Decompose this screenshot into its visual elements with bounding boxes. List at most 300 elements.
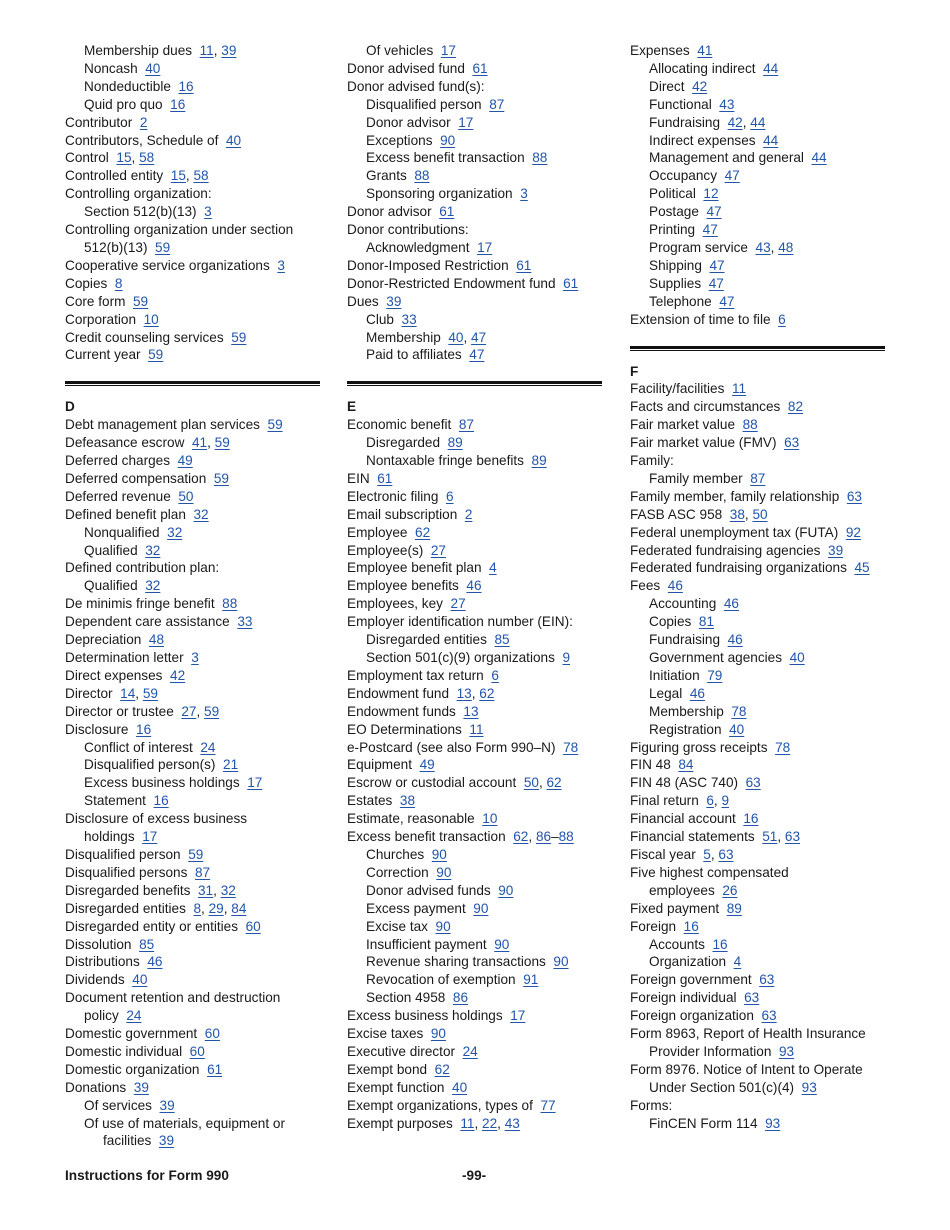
section-letter: E: [347, 399, 357, 415]
page-link[interactable]: 85: [494, 632, 510, 648]
page-link[interactable]: 78: [731, 703, 747, 719]
page-link[interactable]: 90: [494, 936, 510, 952]
page-link[interactable]: 59: [204, 703, 220, 719]
page-link[interactable]: 13: [463, 703, 479, 719]
page-link[interactable]: 63: [759, 972, 775, 988]
page-link[interactable]: 17: [510, 1008, 526, 1024]
page-link[interactable]: 26: [722, 882, 738, 898]
page-link[interactable]: 10: [143, 311, 159, 327]
index-entry: [65, 1097, 327, 1115]
page-link[interactable]: 61: [472, 60, 488, 76]
page-link[interactable]: 9: [562, 650, 571, 665]
page-link[interactable]: 4: [733, 954, 742, 970]
index-entry: [347, 667, 609, 685]
page-link[interactable]: 48: [778, 239, 794, 255]
page-link[interactable]: 59: [148, 347, 164, 363]
page-link[interactable]: 43: [755, 239, 771, 255]
page-link[interactable]: 44: [763, 132, 779, 148]
index-entry: [65, 221, 327, 239]
index-term: Facility/facilities: [630, 381, 725, 397]
page-link[interactable]: 17: [477, 239, 493, 255]
index-entry: [65, 1043, 327, 1061]
page-link[interactable]: 93: [778, 1043, 795, 1059]
page-link[interactable]: 58: [139, 150, 155, 166]
page-link[interactable]: 40: [132, 972, 148, 988]
page-link[interactable]: 89: [531, 453, 547, 469]
index-entry: [630, 488, 892, 506]
page-link[interactable]: 44: [811, 150, 827, 166]
page-link[interactable]: 82: [787, 399, 804, 415]
page-link[interactable]: 43: [719, 96, 735, 112]
section-divider: [65, 381, 320, 386]
page-link[interactable]: 61: [377, 470, 393, 486]
page-link[interactable]: 86: [535, 829, 552, 845]
page-link[interactable]: 29: [208, 900, 224, 916]
page-link[interactable]: 17: [440, 43, 456, 58]
index-entry: [347, 132, 609, 150]
page-link[interactable]: 44: [763, 60, 779, 76]
index-term: Membership: [649, 703, 724, 719]
index-term: Economic benefit: [347, 417, 452, 433]
index-term: 512(b)(13): [84, 239, 148, 255]
index-term: Fundraising: [649, 632, 721, 648]
page-link[interactable]: 87: [750, 470, 766, 486]
page-link[interactable]: 6: [445, 488, 454, 504]
page-link[interactable]: 14: [120, 685, 136, 701]
index-entry: [630, 685, 892, 703]
index-term: Director or trustee: [65, 703, 174, 719]
page-link[interactable]: 61: [516, 257, 532, 273]
index-entry: [347, 470, 609, 488]
page-link[interactable]: 87: [458, 417, 474, 433]
page-link[interactable]: 88: [742, 417, 758, 433]
index-entry: [347, 275, 609, 293]
page-link[interactable]: 40: [225, 132, 242, 148]
page-link[interactable]: 39: [386, 293, 402, 309]
page-link[interactable]: 17: [247, 775, 263, 791]
page-link[interactable]: 88: [532, 150, 548, 166]
page-link[interactable]: 47: [706, 204, 722, 220]
page-link[interactable]: 41: [191, 435, 208, 451]
page-link[interactable]: 63: [718, 846, 734, 862]
page-link[interactable]: 43: [504, 1115, 520, 1131]
page-link[interactable]: 3: [520, 186, 528, 202]
page-link[interactable]: 41: [697, 43, 713, 58]
index-term: Statement: [84, 793, 146, 809]
page-link[interactable]: 9: [721, 793, 730, 809]
index-term: Exempt purposes: [347, 1115, 453, 1131]
index-entry: [65, 311, 327, 329]
page-link[interactable]: 17: [458, 114, 474, 130]
page-link[interactable]: 60: [245, 918, 261, 934]
page-link[interactable]: 24: [200, 739, 216, 755]
page-separator: ,: [710, 846, 719, 862]
page-link[interactable]: 33: [401, 311, 417, 327]
page-link[interactable]: 60: [204, 1026, 220, 1042]
page-link[interactable]: 59: [142, 685, 158, 701]
page-link[interactable]: 47: [471, 329, 487, 345]
index-entry: [630, 577, 892, 595]
index-term: Of use of materials, equipment or: [84, 1115, 285, 1131]
page-link[interactable]: 87: [194, 864, 211, 880]
page-link[interactable]: 90: [553, 954, 569, 970]
page-link[interactable]: 46: [689, 685, 705, 701]
page-link[interactable]: 5: [703, 846, 711, 862]
page-link[interactable]: 32: [220, 882, 236, 898]
page-link[interactable]: 85: [139, 936, 155, 952]
page-link[interactable]: 12: [703, 186, 719, 202]
page-link[interactable]: 88: [414, 168, 430, 184]
index-entry: [630, 559, 892, 577]
page-link[interactable]: 62: [479, 685, 495, 701]
page-link[interactable]: 59: [133, 293, 149, 309]
page-link[interactable]: 16: [683, 918, 699, 934]
page-link[interactable]: 8: [114, 275, 123, 291]
page-link[interactable]: 24: [126, 1008, 142, 1024]
page-link[interactable]: 39: [828, 542, 844, 558]
page-link[interactable]: 16: [712, 936, 728, 952]
page-link[interactable]: 22: [482, 1115, 498, 1131]
page-link[interactable]: 46: [466, 578, 482, 594]
index-term: Family:: [630, 453, 674, 469]
index-term: Noncash: [84, 60, 138, 76]
page-link[interactable]: 90: [498, 882, 514, 898]
page-link[interactable]: 11: [469, 721, 484, 737]
page-link[interactable]: 40: [452, 1079, 468, 1095]
index-entry: [630, 1097, 892, 1115]
index-entry: [630, 739, 892, 757]
index-term: Facts and circumstances: [630, 399, 781, 415]
page-link[interactable]: 47: [719, 293, 735, 309]
page-link[interactable]: 49: [419, 757, 435, 773]
index-term: Fixed payment: [630, 900, 720, 916]
index-term: Foreign individual: [630, 990, 737, 1006]
index-term: Endowment funds: [347, 703, 456, 719]
page-link[interactable]: 27: [450, 596, 466, 612]
index-entry: [65, 756, 327, 774]
page-link[interactable]: 84: [678, 757, 694, 773]
page-link[interactable]: 62: [513, 829, 529, 845]
page-link[interactable]: 4: [489, 560, 497, 576]
page-link[interactable]: 6: [491, 667, 499, 683]
index-entry: [65, 882, 327, 900]
page-link[interactable]: 48: [148, 632, 165, 648]
page-link[interactable]: 15: [116, 150, 132, 166]
page-link[interactable]: 93: [801, 1079, 817, 1095]
index-entry: [630, 953, 892, 971]
index-term: FinCEN Form 114: [649, 1115, 758, 1131]
page-link[interactable]: 8: [193, 900, 202, 916]
index-term: Disqualified person: [65, 846, 181, 862]
page-link[interactable]: 47: [709, 257, 725, 273]
page-link[interactable]: 58: [193, 168, 209, 184]
index-term: Fair market value (FMV): [630, 435, 777, 451]
page-link[interactable]: 3: [277, 257, 285, 273]
index-entry: [65, 971, 327, 989]
index-entry: [65, 506, 327, 524]
page-link[interactable]: 63: [846, 488, 862, 504]
page-link[interactable]: 27: [430, 542, 446, 558]
page-separator: ,: [185, 168, 194, 184]
index-term: Grants: [366, 168, 407, 184]
page-link[interactable]: 33: [237, 614, 253, 630]
index-entry: [65, 703, 327, 721]
page-link[interactable]: 46: [723, 596, 739, 612]
page-link[interactable]: 16: [178, 78, 194, 94]
page-link[interactable]: 2: [464, 506, 473, 522]
index-term: holdings: [84, 829, 135, 845]
page-link[interactable]: 90: [430, 1026, 446, 1042]
page-separator: ,: [770, 239, 779, 255]
index-term: Dependent care assistance: [65, 614, 230, 630]
page-link[interactable]: 11: [731, 381, 747, 397]
page-separator: ,: [196, 703, 205, 719]
index-entry: [630, 257, 892, 275]
page-link[interactable]: 42: [727, 114, 743, 130]
page-link[interactable]: 46: [667, 578, 683, 594]
index-entry: [630, 828, 892, 846]
page-link[interactable]: 39: [159, 1097, 175, 1113]
page-link[interactable]: 11: [460, 1115, 475, 1131]
index-entry: [65, 846, 327, 864]
page-link[interactable]: 77: [540, 1097, 556, 1113]
index-term: Donor advisor: [366, 114, 451, 130]
index-entry: [347, 649, 609, 667]
page-link[interactable]: 40: [145, 60, 161, 76]
page-link[interactable]: 16: [153, 793, 169, 809]
page-link[interactable]: 3: [191, 650, 199, 665]
index-term: Employee benefit plan: [347, 560, 482, 576]
index-term: Exceptions: [366, 132, 433, 148]
index-term: Qualified: [84, 542, 138, 558]
page-link[interactable]: 90: [473, 900, 489, 916]
page-link[interactable]: 90: [435, 918, 451, 934]
page-link[interactable]: 32: [193, 506, 209, 522]
page-link[interactable]: 47: [724, 168, 740, 184]
index-term: Form 8976. Notice of Intent to Operate: [630, 1061, 863, 1077]
index-entry: [630, 293, 892, 311]
page-link[interactable]: 46: [147, 954, 163, 970]
page-link[interactable]: 38: [399, 793, 416, 809]
index-entry: [65, 1132, 327, 1150]
page-link[interactable]: 42: [170, 667, 186, 683]
index-entry: [65, 1025, 327, 1043]
page-link[interactable]: 47: [702, 222, 718, 238]
index-term: Paid to affiliates: [366, 347, 462, 363]
page-link[interactable]: 15: [170, 168, 186, 184]
index-entry: [65, 185, 327, 203]
page-link[interactable]: 3: [204, 204, 212, 220]
page-link[interactable]: 32: [145, 578, 161, 594]
index-entry: [630, 900, 892, 918]
page-link[interactable]: 50: [752, 506, 768, 522]
page-link[interactable]: 90: [431, 846, 447, 862]
index-entry: [65, 452, 327, 470]
page-link[interactable]: 31: [198, 882, 214, 898]
index-entry: [347, 703, 609, 721]
page-link[interactable]: 59: [213, 470, 229, 486]
page-link[interactable]: 61: [207, 1061, 223, 1077]
page-link[interactable]: 63: [744, 990, 760, 1006]
page-link[interactable]: 11: [199, 43, 214, 58]
page-link[interactable]: 13: [456, 685, 472, 701]
page-link[interactable]: 40: [789, 650, 805, 665]
index-term: Dissolution: [65, 936, 132, 952]
index-entry: [347, 434, 609, 452]
index-term: Qualified: [84, 578, 138, 594]
index-term: Cooperative service organizations: [65, 257, 270, 273]
index-term: Deferred compensation: [65, 470, 207, 486]
page-link[interactable]: 59: [214, 435, 230, 451]
page-link[interactable]: 24: [462, 1043, 478, 1059]
page-link[interactable]: 39: [158, 1133, 175, 1149]
page-link[interactable]: 59: [155, 239, 171, 255]
page-link[interactable]: 16: [170, 96, 186, 112]
page-link[interactable]: 61: [563, 275, 579, 291]
page-link[interactable]: 32: [145, 542, 161, 558]
page-link[interactable]: 91: [523, 972, 539, 988]
index-term: Government agencies: [649, 650, 782, 665]
page-link[interactable]: 39: [133, 1079, 149, 1095]
index-entry: [65, 96, 327, 114]
page-link[interactable]: 93: [765, 1115, 781, 1131]
page-link[interactable]: 32: [167, 524, 183, 540]
page-link[interactable]: 50: [178, 488, 194, 504]
index-entry: [347, 96, 609, 114]
index-term: Shipping: [649, 257, 702, 273]
footer-title: Instructions for Form 990: [65, 1168, 229, 1183]
page-link[interactable]: 47: [708, 275, 724, 291]
page-link[interactable]: 51: [762, 829, 778, 845]
page-link[interactable]: 10: [482, 811, 498, 827]
page-link[interactable]: 62: [546, 775, 562, 791]
page-separator: ,: [713, 793, 722, 809]
index-entry: [630, 1025, 892, 1043]
page-link[interactable]: 50: [523, 775, 539, 791]
page-link[interactable]: 59: [231, 329, 247, 345]
index-term: Disregarded entities: [65, 900, 186, 916]
index-entry: [630, 380, 892, 398]
page-link[interactable]: 38: [729, 506, 745, 522]
index-term: Donor advisor: [347, 204, 432, 220]
page-link[interactable]: 87: [489, 96, 505, 112]
index-entry: [347, 311, 609, 329]
page-link[interactable]: 90: [436, 864, 452, 880]
page-link[interactable]: 47: [469, 347, 485, 363]
index-term: Depreciation: [65, 632, 142, 648]
page-link[interactable]: 16: [743, 811, 759, 827]
index-term: Churches: [366, 846, 425, 862]
index-term: Debt management plan services: [65, 417, 260, 433]
page-link[interactable]: 6: [706, 793, 714, 809]
page-link[interactable]: 42: [692, 78, 708, 94]
page-link[interactable]: 88: [558, 829, 574, 845]
page-link[interactable]: 61: [439, 204, 455, 220]
index-term: Extension of time to file: [630, 311, 771, 327]
index-entry: [65, 1079, 327, 1097]
index-entry: [630, 1079, 892, 1097]
index-entry: [65, 542, 327, 560]
page-link[interactable]: 63: [784, 435, 800, 451]
page-link[interactable]: 84: [231, 900, 247, 916]
page-link[interactable]: 6: [778, 311, 786, 327]
page-link[interactable]: 60: [189, 1043, 205, 1059]
index-entry: [630, 542, 892, 560]
page-link[interactable]: 59: [267, 417, 283, 433]
page-link[interactable]: 40: [729, 721, 745, 737]
page-link[interactable]: 92: [845, 524, 861, 540]
index-term: Donor advised funds: [366, 882, 491, 898]
page-link[interactable]: 62: [415, 524, 431, 540]
index-term: Financial statements: [630, 829, 755, 845]
page-link[interactable]: 81: [698, 614, 715, 630]
index-term: Defined contribution plan:: [65, 560, 220, 576]
page-link[interactable]: 46: [727, 632, 743, 648]
page-link[interactable]: 2: [139, 114, 148, 130]
page-link[interactable]: 79: [707, 667, 723, 683]
index-entry: [65, 329, 327, 347]
page-link[interactable]: 17: [142, 829, 158, 845]
index-entry: [630, 239, 892, 257]
page-link[interactable]: 16: [136, 721, 152, 737]
index-entry: [347, 488, 609, 506]
index-term: FIN 48: [630, 757, 671, 773]
page-separator: –: [551, 829, 559, 845]
page-link[interactable]: 90: [440, 132, 456, 148]
page-link[interactable]: 78: [775, 739, 791, 755]
page-link[interactable]: 89: [447, 435, 463, 451]
index-term: Core form: [65, 293, 126, 309]
index-term: employees: [649, 882, 715, 898]
index-entry: [347, 989, 609, 1007]
page-link[interactable]: 89: [726, 900, 742, 916]
page-link[interactable]: 62: [434, 1061, 450, 1077]
index-term: Corporation: [65, 311, 137, 327]
page-link[interactable]: 45: [854, 560, 870, 576]
page-link[interactable]: 59: [188, 846, 204, 862]
index-term: Fair market value: [630, 417, 736, 433]
page-link[interactable]: 88: [222, 596, 238, 612]
index-term: Disqualified person(s): [84, 757, 216, 773]
index-term: Excise tax: [366, 918, 428, 934]
index-term: Deferred revenue: [65, 488, 171, 504]
index-term: Conflict of interest: [84, 739, 193, 755]
index-term: Allocating indirect: [649, 60, 756, 76]
page-link[interactable]: 63: [761, 1008, 777, 1024]
page-link[interactable]: 63: [745, 775, 761, 791]
section-letter: F: [630, 363, 639, 379]
page-link[interactable]: 63: [784, 829, 801, 845]
index-term: Initiation: [649, 667, 700, 683]
page-link[interactable]: 78: [563, 739, 579, 755]
index-entry: [65, 239, 327, 257]
page-link[interactable]: 39: [221, 43, 237, 58]
index-term: Disqualified person: [366, 96, 482, 112]
index-term: Quid pro quo: [84, 96, 163, 112]
page-link[interactable]: 86: [452, 990, 469, 1006]
index-term: Registration: [649, 721, 722, 737]
page-link[interactable]: 49: [177, 453, 193, 469]
index-entry: [347, 42, 609, 60]
index-entry: [347, 416, 609, 434]
index-entry: [347, 542, 609, 560]
index-term: Controlling organization under section: [65, 222, 294, 238]
page-link[interactable]: 21: [223, 757, 239, 773]
page-link[interactable]: 44: [750, 114, 766, 130]
page-link[interactable]: 27: [181, 703, 197, 719]
index-entry: [65, 936, 327, 954]
page-link[interactable]: 40: [448, 329, 464, 345]
